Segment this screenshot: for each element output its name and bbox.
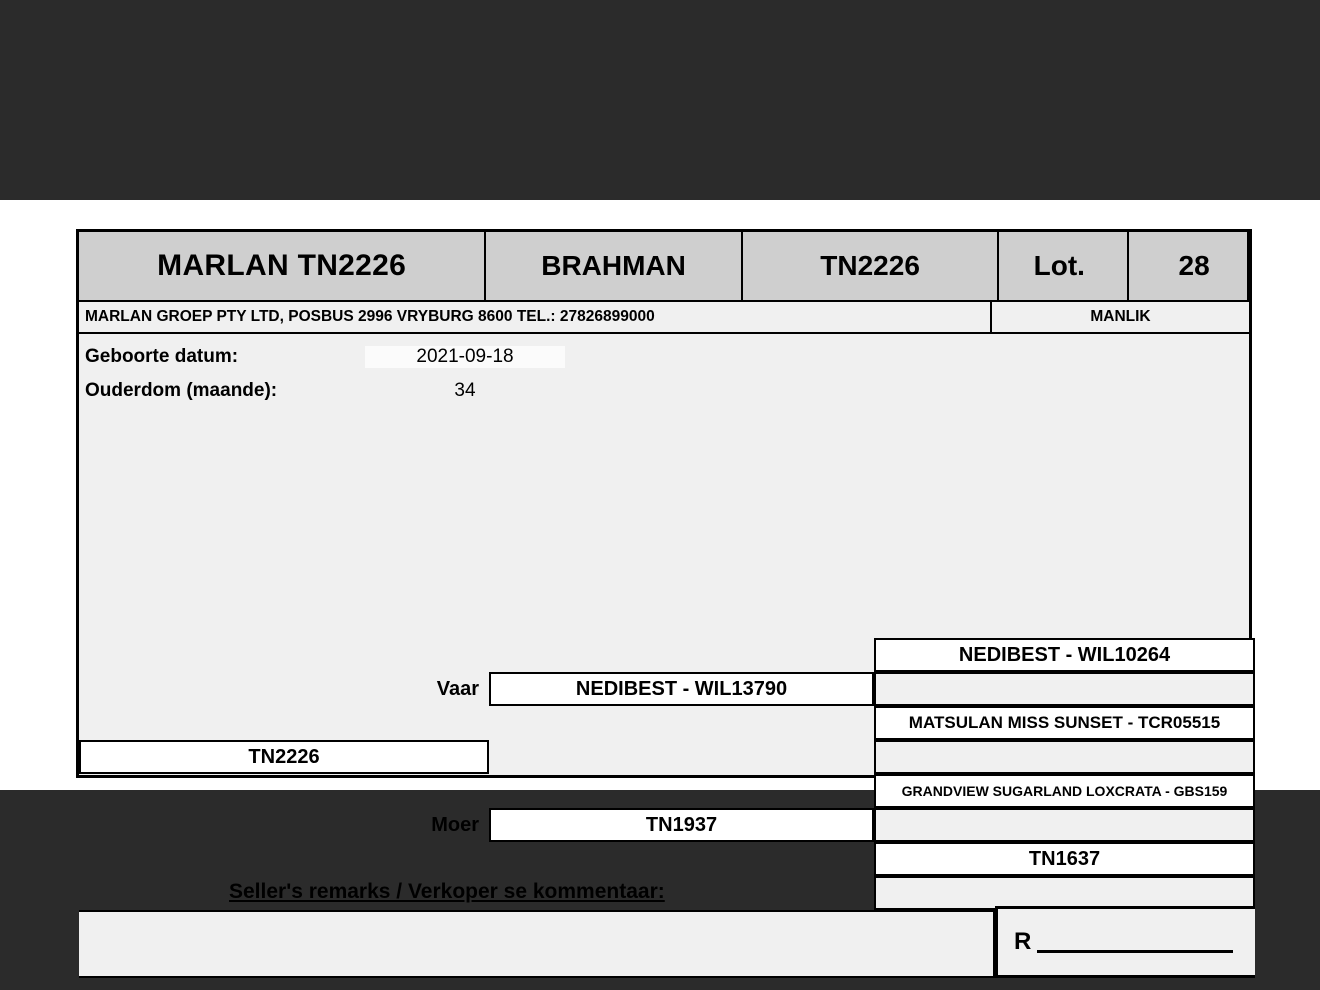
lot-card (76, 229, 1252, 955)
breed-name: BRAHMAN (486, 232, 743, 300)
birthdate-label: Geboorte datum: (85, 346, 239, 367)
birthdate-value: 2021-09-18 (365, 346, 565, 368)
lot-number: 28 (1129, 232, 1249, 300)
pedigree-sire-dam: MATSULAN MISS SUNSET - TCR05515 (874, 706, 1255, 740)
sire-label: Vaar (436, 678, 479, 700)
pedigree-spacer-4 (874, 876, 1255, 910)
lot-label: Lot. (999, 232, 1129, 300)
remarks-title: Seller's remarks / Verkoper se kommentaar: (229, 880, 665, 903)
birthdate-row (85, 340, 585, 374)
dam-label: Moer (431, 814, 479, 836)
pedigree-spacer-2 (874, 740, 1255, 774)
pedigree-dam-sire: GRANDVIEW SUGARLAND LOXCRATA - GBS159 (874, 774, 1255, 808)
price-write-line (1037, 932, 1233, 953)
pedigree-spacer-3 (874, 808, 1255, 842)
age-value: 34 (454, 380, 476, 401)
card-header (79, 232, 1249, 302)
pedigree-sire: NEDIBEST - WIL13790 (489, 672, 874, 706)
age-row (85, 374, 585, 408)
info-block (85, 340, 585, 408)
animal-tag: TN2226 (743, 232, 1000, 300)
pedigree-self: TN2226 (79, 740, 489, 774)
pedigree-dam: TN1937 (489, 808, 874, 842)
breeder-row (79, 302, 1249, 334)
animal-name: MARLAN TN2226 (79, 232, 486, 300)
price-currency: R (1014, 928, 1032, 955)
price-box (995, 906, 1255, 978)
pedigree-spacer-1 (874, 672, 1255, 706)
catalogue-page (0, 200, 1320, 955)
remarks-area (79, 910, 995, 978)
pedigree-dam-dam: TN1637 (874, 842, 1255, 876)
pedigree-sire-sire: NEDIBEST - WIL10264 (874, 638, 1255, 672)
sex-value: MANLIK (1090, 308, 1151, 325)
breeder-info: MARLAN GROEP PTY LTD, POSBUS 2996 VRYBURG 8600 TEL.: 27826899000 (79, 302, 992, 332)
age-label: Ouderdom (maande): (85, 380, 278, 401)
